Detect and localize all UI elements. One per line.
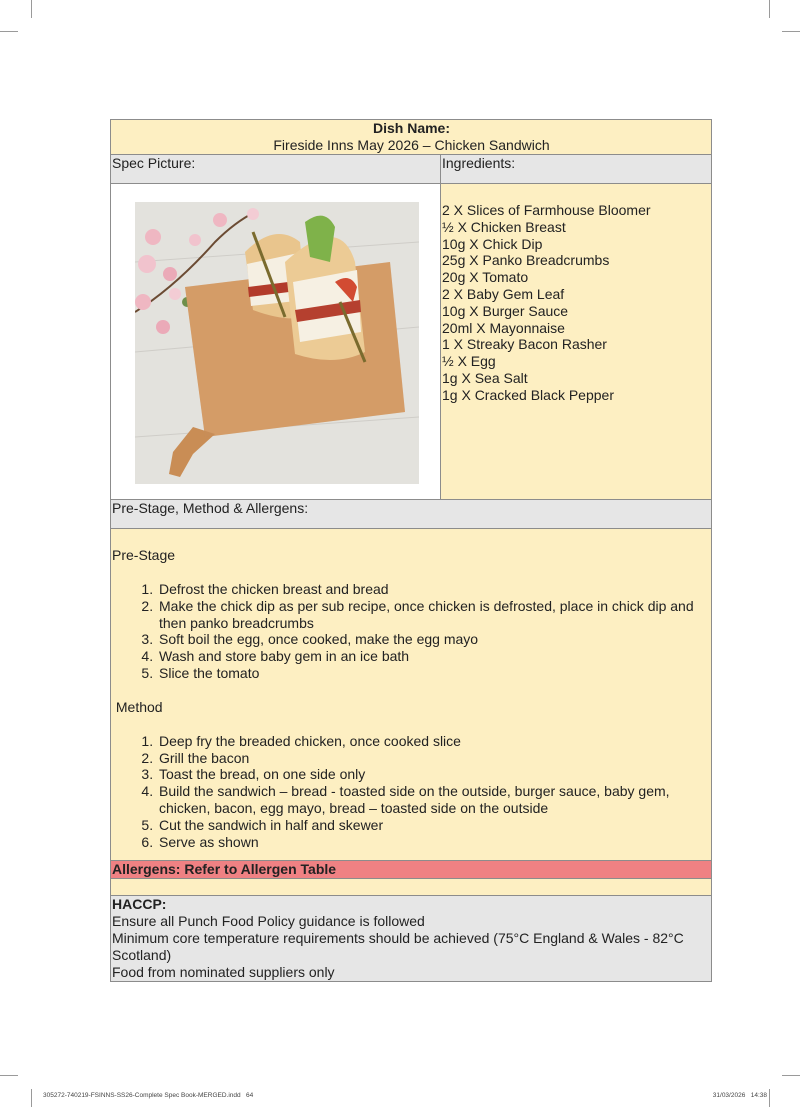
method-step: 4. Build the sandwich – bread - toasted side on the outside, burger sauce, baby gem, chicken, bacon, egg mayo, bread – toasted side on the outside: [157, 783, 711, 817]
dish-name: Fireside Inns May 2026 – Chicken Sandwich: [273, 137, 550, 153]
method-cell: [111, 529, 712, 861]
ingredient-item: 25g X Panko Breadcrumbs: [442, 252, 610, 269]
crop-mark: [31, 0, 32, 18]
haccp-line: Food from nominated suppliers only: [112, 964, 335, 981]
haccp-line: Ensure all Punch Food Policy guidance is followed: [112, 913, 425, 930]
ingredient-item: 20g X Tomato: [442, 269, 529, 286]
method-step: 5. Cut the sandwich in half and skewer: [157, 817, 711, 834]
method-step: 1. Deep fry the breaded chicken, once cooked slice: [157, 733, 711, 750]
spec-picture-header: Spec Picture:: [111, 155, 441, 184]
method-step: 6. Serve as shown: [157, 834, 711, 851]
spacer-row: [111, 879, 712, 896]
pre-stage-step: 5. Slice the tomato: [157, 665, 711, 682]
method-step: 2. Grill the bacon: [157, 750, 711, 767]
dish-name-label: Dish Name:: [372, 120, 451, 136]
pre-stage-step: 3. Soft boil the egg, once cooked, make the egg mayo: [157, 631, 711, 648]
chicken-sandwich-photo: [135, 202, 419, 484]
ingredient-item: 2 X Baby Gem Leaf: [442, 285, 565, 302]
spec-picture-cell: [111, 184, 441, 500]
ingredient-item: 10g X Chick Dip: [442, 235, 543, 252]
pre-stage-step: 2. Make the chick dip as per sub recipe, once chicken is defrosted, place in chick dip and then panko breadcrumbs: [157, 598, 711, 632]
haccp-line: Minimum core temperature requirements should be achieved (75°C England & Wales - 82°C Scotland): [112, 930, 684, 964]
ingredient-item: 10g X Burger Sauce: [442, 302, 569, 319]
ingredient-item: 1g X Cracked Black Pepper: [442, 386, 614, 403]
method-step: 3. Toast the bread, on one side only: [157, 766, 711, 783]
pre-stage-step: 1. Defrost the chicken breast and bread: [157, 581, 711, 598]
ingredient-item: ½ X Chicken Breast: [442, 218, 566, 235]
pre-stage-title: Pre-Stage: [112, 547, 176, 563]
ingredients-header: Ingredients:: [441, 155, 712, 184]
crop-mark: [769, 1089, 770, 1107]
footer-date: 31/03/2026 14:38: [712, 1092, 767, 1099]
pre-stage-step: 4. Wash and store baby gem in an ice bath: [157, 648, 711, 665]
footer-file-name: 305272-740219-FSINNS-SS26-Complete Spec Book-MERGED.indd 64: [43, 1092, 254, 1099]
ingredient-item: 20ml X Mayonnaise: [442, 319, 565, 336]
dish-name-cell: [111, 120, 712, 155]
method-header: Pre-Stage, Method & Allergens:: [111, 500, 712, 529]
crop-mark: [782, 31, 800, 32]
ingredient-item: 1g X Sea Salt: [442, 369, 528, 386]
haccp-cell: [111, 896, 712, 982]
ingredient-item: 2 X Slices of Farmhouse Bloomer: [442, 202, 651, 218]
method-title: Method: [112, 698, 163, 715]
crop-mark: [769, 0, 770, 18]
method-list: [112, 733, 711, 851]
crop-mark: [31, 1089, 32, 1107]
spec-table: [110, 119, 712, 982]
crop-mark: [0, 31, 18, 32]
ingredient-item: ½ X Egg: [442, 353, 496, 370]
crop-mark: [782, 1075, 800, 1076]
ingredients-cell: [441, 184, 712, 500]
pre-stage-list: [112, 581, 711, 682]
haccp-label: HACCP:: [112, 896, 167, 913]
ingredient-item: 1 X Streaky Bacon Rasher: [442, 336, 607, 353]
allergen-notice: Allergens: Refer to Allergen Table: [111, 861, 712, 879]
crop-mark: [0, 1075, 18, 1076]
